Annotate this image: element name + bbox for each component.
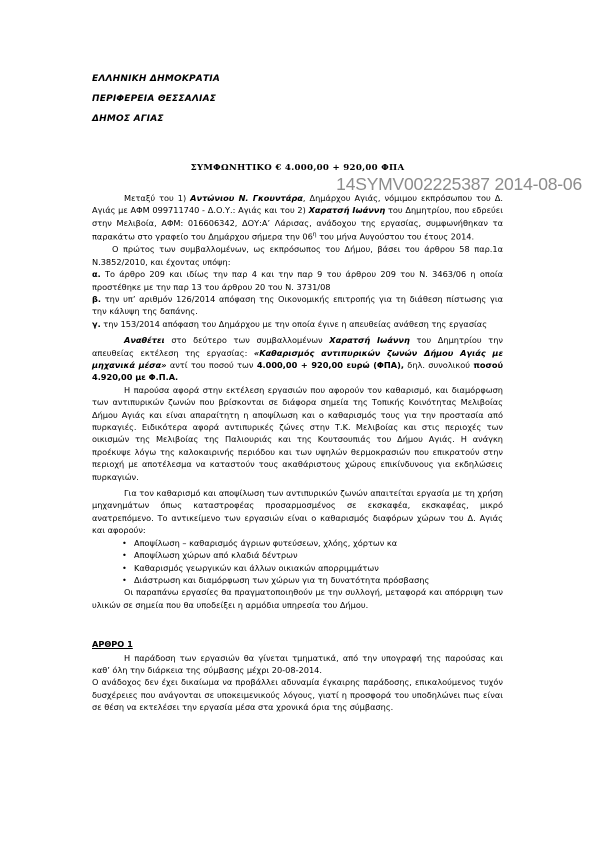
- article-paragraph-contractor: Ο ανάδοχος δεν έχει δικαίωμα να προβάλλει αδυναμία έγκαιρης παράδοσης, επικαλούμενος τυχόν δυσχέρειες που ανάγονται σε υποκειμενικούς λόγους, γιατί η προσφορά του υποδηλώνει πως είναι σε θέση να εκτελέσει την εργασία μέσα στα χρονικά όρια της σύμβασης.: [92, 677, 503, 713]
- intro-paragraph: [92, 192, 503, 243]
- works-paragraph: Για τον καθαρισμό και αποψίλωση των αντιπυρικών ζωνών απαιτείται εργασία με τη χρήση μηχανημάτων όπως καταστροφέας προσαρμοσμένος σε εκσκαφέα, εκσκαφέας, μικρό ανατρεπόμενο. Το αντικείμενο των εργασιών είναι ο καθαρισμός διαφόρων χώρων του Δ. Αγιάς και αφορούν:: [92, 488, 503, 536]
- item-text: την υπ’ αριθμόν 126/2014 απόφαση της Οικονομικής επιτροπής για τη διάθεση πίστωσης για την κάλυψη της δαπάνης.: [92, 293, 503, 317]
- assign-text: στο δεύτερο των συμβαλλομένων: [164, 335, 330, 346]
- registry-stamp: 14SYMV002225387 2014-08-06: [336, 174, 582, 194]
- list-item-text: Καθαρισμός γεωργικών και άλλων οικιακών απορριμμάτων: [134, 562, 379, 573]
- header-line-country: ΕΛΛΗΝΙΚΗ ΔΗΜΟΚΡΑΤΙΑ: [92, 74, 221, 84]
- mayor-name: Αντώνιου Ν. Γκουντάρα: [190, 193, 303, 203]
- document-title: ΣΥΜΦΩΝΗΤΙΚΟ € 4.000,00 + 920,00 ΦΠΑ: [190, 163, 405, 173]
- contractor-name: Χαρατσή Ιωάννη: [329, 335, 410, 346]
- assign-text: δηλ. συνολικού: [403, 360, 474, 371]
- list-item: [122, 537, 503, 549]
- scope-paragraph: Η παρούσα αφορά στην εκτέλεση εργασιών που αφορούν τον καθαρισμό, και διαμόρφωση των αντιπυρικών ζωνών που βρίσκονται σε διάφορα σημεία της Τοπικής Κοινότητας Μελιβοίας Δήμου Αγιάς και είναι απαραίτητη η αποψίλωση και ο καθαρισμός τους για την προστασία από πυρκαγιές. Ειδικότερα αφορά αντιπυρικές ζώνες στην Τ.Κ. Μελιβοίας και στις περιοχές των οικισμών της Μελιβοίας της Παλιουριάς και της Κουτσουπιάς του Δήμου Αγιάς. Η ανάγκη προέκυψε λόγω της καλοκαιρινής περιόδου και των υψηλών θερμοκρασιών που επικρατούν στην περιοχή με αποτέλεσμα να καταστούν τους ακαθάριστους χώρους επικίνδυνους για εκδηλώσεις πυρκαγιών.: [92, 384, 503, 482]
- works-list: [92, 537, 503, 587]
- list-item: [122, 574, 503, 586]
- bullet-icon: •: [122, 574, 127, 585]
- bullet-icon: •: [122, 562, 127, 573]
- article-heading: ΑΡΘΡΟ 1: [92, 639, 133, 650]
- project-title: «Καθαρισμός αντιπυρικών ζωνών Δήμου Αγιάς με μηχανικά μέσα»: [92, 347, 504, 371]
- list-item: [122, 562, 503, 574]
- assignment-paragraph: [92, 334, 503, 384]
- item-c: [92, 318, 503, 330]
- item-marker: γ.: [92, 318, 101, 329]
- intro-text: του Δημητρίου, που εδρεύει στην Μελιβοία, ΑΦΜ: 016606342, ΔΟΥ:Α’ Λάρισας, ανάδοχου της εργασίας, συμφωνήθηκαν τα παρακάτω στο γραφείο του Δημάρχου σήμερα την 06: [92, 205, 503, 242]
- item-marker: α.: [92, 269, 101, 280]
- assign-text: του Δημητρίου την απευθείας εκτέλεση της εργασίας:: [92, 335, 503, 358]
- item-text: την 153/2014 απόφαση του Δημάρχου με την οποία έγινε η απευθείας ανάθεση της εργασίας: [100, 318, 487, 329]
- list-item-text: Διάστρωση και διαμόρφωση των χώρων για τη δυνατότητα πρόσβασης: [134, 574, 430, 585]
- list-item-text: Αποψίλωση χώρων από κλαδιά δέντρων: [134, 550, 298, 561]
- list-item-text: Αποψίλωση – καθαρισμός άγριων φυτεύσεων, χλόης, χόρτων κα: [134, 537, 398, 548]
- header-line-municipality: ΔΗΜΟΣ ΑΓΙΑΣ: [92, 114, 164, 124]
- total-amount: ποσού 4.920,00 με Φ.Π.Α.: [92, 360, 504, 383]
- assign-text: αντί του ποσού των: [166, 360, 257, 371]
- first-party-paragraph: Ο πρώτος των συμβαλλομένων, ως εκπρόσωπος του Δήμου, βάσει του άρθρου 58 παρ.1α Ν.3852/2010, και έχοντας υπόψη:: [92, 244, 503, 267]
- list-item: [122, 549, 503, 561]
- bullet-icon: •: [122, 537, 127, 548]
- item-b: [92, 293, 503, 318]
- document-body: [92, 192, 503, 714]
- assign-verb: Αναθέτει: [124, 335, 165, 346]
- transport-paragraph: Οι παραπάνω εργασίες θα πραγματοποιηθούν με την συλλογή, μεταφορά και απόρριψη των υλικών σε σημεία που θα υποδείξει η αρμόδια υπηρεσία του Δήμου.: [92, 587, 503, 610]
- contractor-name: Χαρατσή Ιωάννη: [308, 205, 386, 216]
- intro-text: του μήνα Αυγούστου του έτους 2014.: [316, 231, 475, 242]
- article-paragraph-delivery: Η παράδοση των εργασιών θα γίνεται τμηματικά, από την υπογραφή της παρούσας και καθ’ όλη την διάρκεια της σύμβασης μέχρι 20-08-2014.: [92, 652, 503, 675]
- intro-text: Μεταξύ του 1): [124, 193, 191, 203]
- header-line-region: ΠΕΡΙΦΕΡΕΙΑ ΘΕΣΣΑΛΙΑΣ: [92, 94, 217, 104]
- superscript: η: [312, 231, 317, 239]
- bullet-icon: •: [122, 550, 127, 561]
- item-marker: β.: [92, 293, 101, 304]
- item-text: Το άρθρο 209 και ιδίως την παρ 4 και την παρ 9 του άρθρου 209 του Ν. 3463/06 η οποία προστέθηκε με την παρ 13 του άρθρου 20 του Ν. 3731/08: [92, 269, 503, 292]
- item-a: [92, 268, 503, 293]
- amount: 4.000,00 + 920,00 ευρώ (ΦΠΑ),: [256, 360, 404, 371]
- intro-text: , Δημάρχου Αγιάς, νόμιμου εκπρόσωπου του Δ. Αγιάς με ΑΦΜ 099711740 - Δ.Ο.Υ.: Αγιάς και του 2): [92, 193, 503, 216]
